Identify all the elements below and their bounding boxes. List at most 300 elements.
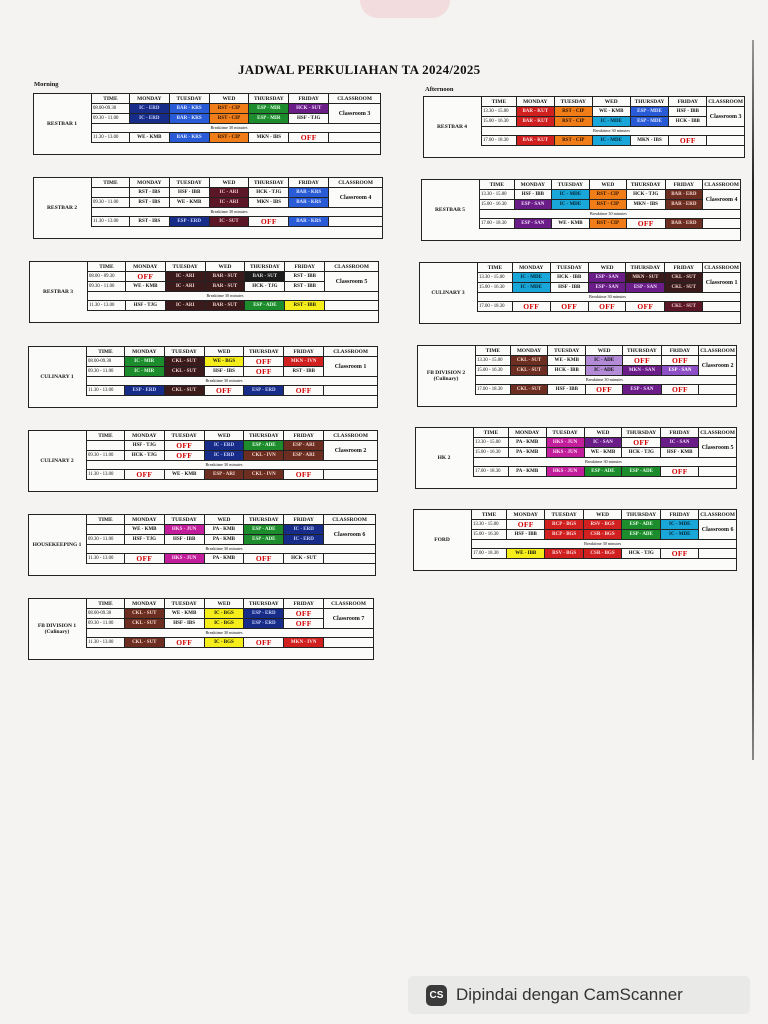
breaktime-spacer bbox=[324, 461, 378, 470]
course-cell: HSF - TJG bbox=[125, 301, 165, 311]
header-thursday: THURSDAY bbox=[623, 346, 662, 356]
course-cell: IC - ADE bbox=[586, 366, 623, 376]
header-monday: MONDAY bbox=[124, 515, 164, 525]
off-cell: OFF bbox=[661, 549, 699, 559]
course-cell: IC - BGS bbox=[204, 609, 244, 619]
time-slot: 15.00 - 16.30 bbox=[472, 530, 507, 540]
header-classroom: CLASSROOM bbox=[324, 599, 374, 609]
breaktime-label: Breaktime 30 minutes bbox=[514, 210, 703, 219]
scan-stain bbox=[360, 0, 450, 18]
course-cell: IC - MDE bbox=[512, 283, 550, 293]
course-cell: WE - KMB bbox=[125, 282, 165, 292]
classroom-label: Classroom 5 bbox=[325, 272, 379, 292]
header-tuesday: TUESDAY bbox=[552, 180, 590, 190]
header-thursday: THURSDAY bbox=[244, 431, 284, 441]
off-cell: OFF bbox=[125, 272, 165, 282]
schedule-row bbox=[480, 200, 741, 210]
course-cell: IC - MDE bbox=[552, 200, 590, 210]
course-cell: ESP - ERD bbox=[124, 386, 164, 396]
header-classroom: CLASSROOM bbox=[704, 264, 739, 271]
course-cell: CKL - IVN bbox=[244, 470, 284, 480]
header-friday: FRIDAY bbox=[289, 178, 329, 188]
course-cell: HSF - IBB bbox=[169, 188, 209, 198]
header-monday: MONDAY bbox=[125, 262, 165, 272]
camscanner-logo-icon: CS bbox=[426, 985, 447, 1006]
schedule-row bbox=[92, 104, 381, 114]
classroom-label: Classroom 6 bbox=[324, 525, 376, 545]
course-cell: ESP - SAN bbox=[514, 219, 552, 229]
header-wed: WED bbox=[592, 97, 630, 107]
course-cell: IC - MDE bbox=[592, 136, 630, 146]
schedule-row bbox=[480, 190, 741, 200]
header-tuesday: TUESDAY bbox=[165, 262, 205, 272]
time-slot: 17.00 - 18.30 bbox=[482, 136, 517, 146]
course-cell: PA - KMB bbox=[508, 467, 546, 477]
course-cell: HSF - TJG bbox=[124, 441, 164, 451]
breaktime-spacer bbox=[329, 208, 383, 217]
course-cell: RSV - BGS bbox=[583, 520, 621, 530]
course-cell: HCK - TJG bbox=[622, 448, 661, 458]
schedule-row bbox=[88, 272, 379, 282]
page-title: JADWAL PERKULIAHAN TA 2024/2025 bbox=[238, 62, 481, 77]
course-cell: IC - SAN bbox=[584, 438, 622, 448]
breaktime-spacer bbox=[478, 293, 513, 302]
header-tuesday: TUESDAY bbox=[164, 347, 204, 357]
time-slot: 15.00 - 16.30 bbox=[478, 283, 513, 293]
course-cell: RST - CIP bbox=[554, 107, 592, 117]
course-cell: CKL - SUT bbox=[164, 386, 204, 396]
course-cell: HSF - IBB bbox=[507, 530, 545, 540]
off-cell: OFF bbox=[626, 302, 665, 312]
class-name: RESTBAR 2 bbox=[46, 204, 78, 211]
schedule-row bbox=[88, 301, 379, 311]
time-slot: 13.30 - 15.00 bbox=[478, 273, 513, 283]
off-cell: OFF bbox=[661, 356, 698, 366]
schedule-table bbox=[86, 598, 374, 648]
course-cell: RST - CIP bbox=[589, 200, 626, 210]
course-cell: WE - BGS bbox=[204, 357, 244, 367]
course-cell: ESP - SAN bbox=[588, 283, 626, 293]
course-cell: MKN - IVN bbox=[284, 357, 324, 367]
course-cell: HCK - TJG bbox=[245, 282, 285, 292]
course-cell: IC - MDE bbox=[661, 530, 699, 540]
schedule-row bbox=[478, 302, 741, 312]
off-cell: OFF bbox=[244, 554, 284, 564]
course-cell: ESP - ADE bbox=[244, 525, 284, 535]
schedule-table bbox=[86, 514, 376, 564]
header-classroom: CLASSROOM bbox=[700, 347, 735, 354]
course-cell: HKS - JUN bbox=[546, 438, 584, 448]
course-cell: RST - IBB bbox=[284, 367, 324, 377]
class-name: RESTBAR 4 bbox=[436, 123, 468, 130]
schedule-row bbox=[474, 448, 737, 458]
off-cell: OFF bbox=[124, 470, 164, 480]
header-tuesday: TUESDAY bbox=[554, 97, 592, 107]
schedule-table bbox=[481, 96, 745, 146]
course-cell: IC - ERD bbox=[204, 451, 244, 461]
schedule-block-housekeeping-1 bbox=[28, 514, 376, 576]
header-classroom: CLASSROOM bbox=[708, 98, 743, 105]
course-cell: PA - KMB bbox=[204, 525, 244, 535]
time-slot: 11.30 - 13.00 bbox=[87, 386, 125, 396]
course-cell: MKN - IBS bbox=[626, 200, 665, 210]
header-friday: FRIDAY bbox=[289, 94, 329, 104]
header-friday: FRIDAY bbox=[284, 515, 324, 525]
class-name: CULINARY 1 bbox=[40, 373, 74, 380]
course-cell: ESP - ADE bbox=[244, 441, 284, 451]
breaktime-spacer bbox=[87, 461, 125, 470]
time-slot: 09.30 - 11.00 bbox=[87, 451, 125, 461]
class-name: HOUSEKEEPING 1 bbox=[32, 541, 82, 548]
breaktime-spacer bbox=[88, 292, 126, 301]
off-cell: OFF bbox=[661, 385, 698, 395]
classroom-empty bbox=[707, 136, 745, 146]
course-cell: HCK - IBB bbox=[669, 117, 707, 127]
course-cell: CKL - SUT bbox=[124, 638, 164, 648]
course-cell: RST - CIP bbox=[209, 114, 249, 124]
schedule-row bbox=[87, 386, 378, 396]
course-cell: ESP - SAN bbox=[588, 273, 626, 283]
course-cell: RST - CIP bbox=[589, 219, 626, 229]
course-cell: ESP - ERD bbox=[244, 619, 284, 629]
off-cell: OFF bbox=[586, 385, 623, 395]
course-cell: HCK - TJG bbox=[626, 190, 665, 200]
course-cell: ESP - ERD bbox=[244, 386, 284, 396]
time-slot: 17.00 - 18.30 bbox=[478, 302, 513, 312]
classroom-empty bbox=[699, 467, 737, 477]
schedule-row bbox=[87, 609, 374, 619]
class-name: FB DIVISION 1 (Culinary) bbox=[37, 622, 77, 635]
course-cell: BAR - SUT bbox=[245, 272, 285, 282]
off-cell: OFF bbox=[249, 217, 289, 227]
section-label-morning: Morning bbox=[34, 81, 59, 88]
classroom-empty bbox=[703, 219, 741, 229]
time-slot: 09.30 - 11.00 bbox=[87, 367, 125, 377]
course-cell: HSF - TJG bbox=[124, 535, 164, 545]
course-cell: CKL - SUT bbox=[665, 302, 703, 312]
schedule-block-restbar-3 bbox=[29, 261, 379, 323]
course-cell: IC - ARI bbox=[165, 301, 205, 311]
section-label-afternoon: Afternoon bbox=[425, 86, 454, 93]
breaktime-spacer bbox=[324, 629, 374, 638]
schedule-row bbox=[87, 638, 374, 648]
course-cell: CKL - IVN bbox=[244, 451, 284, 461]
time-slot: 13.30 - 15.00 bbox=[472, 520, 507, 530]
class-name: HK 2 bbox=[437, 454, 451, 461]
schedule-row bbox=[87, 470, 378, 480]
course-cell: CKL - SUT bbox=[124, 619, 164, 629]
time-slot: 11.30 - 13.00 bbox=[87, 554, 125, 564]
course-cell: HCK - IBB bbox=[550, 273, 588, 283]
classroom-label: Classroom 6 bbox=[699, 520, 737, 540]
course-cell: IC - ERD bbox=[284, 525, 324, 535]
header-tuesday: TUESDAY bbox=[169, 94, 209, 104]
classroom-label: Classroom 4 bbox=[703, 190, 741, 210]
schedule-row bbox=[478, 273, 741, 283]
course-cell: HCK - TJG bbox=[249, 188, 289, 198]
schedule-row bbox=[482, 107, 745, 117]
breaktime-spacer bbox=[707, 127, 745, 136]
schedule-block-culinary-3 bbox=[419, 262, 741, 324]
course-cell: RSV - BGS bbox=[545, 549, 583, 559]
time-slot: 11.30 - 13.00 bbox=[92, 217, 130, 227]
time-slot: 08.00 - 09.30 bbox=[88, 272, 126, 282]
breaktime-label: Breaktime 30 minutes bbox=[516, 127, 706, 136]
course-cell: BAR - KUT bbox=[516, 117, 554, 127]
schedule-block-hk-2 bbox=[415, 427, 737, 489]
header-monday: MONDAY bbox=[129, 178, 169, 188]
course-cell: IC - ADE bbox=[586, 356, 623, 366]
header-friday: FRIDAY bbox=[284, 599, 324, 609]
course-cell: BAR - KRS bbox=[289, 217, 329, 227]
breaktime-spacer bbox=[703, 293, 741, 302]
breaktime-spacer bbox=[329, 124, 381, 133]
time-slot: 15.00 - 16.30 bbox=[476, 366, 511, 376]
course-cell: ESP - SAN bbox=[514, 200, 552, 210]
header-tuesday: TUESDAY bbox=[546, 428, 584, 438]
schedule-row bbox=[92, 188, 383, 198]
off-cell: OFF bbox=[507, 520, 545, 530]
time-slot: 08.00-09.30 bbox=[87, 357, 125, 367]
header-thursday: THURSDAY bbox=[244, 515, 284, 525]
schedule-row bbox=[472, 520, 737, 530]
time-slot: 13.30 - 15.00 bbox=[476, 356, 511, 366]
breaktime-spacer bbox=[92, 208, 130, 217]
course-cell: BAR - KUT bbox=[516, 107, 554, 117]
off-cell: OFF bbox=[284, 609, 324, 619]
classroom-label: Classroom 1 bbox=[324, 357, 378, 377]
course-cell: RCP - BGS bbox=[545, 530, 583, 540]
breaktime-spacer bbox=[324, 545, 376, 554]
course-cell: BAR - SUT bbox=[205, 301, 245, 311]
off-cell: OFF bbox=[124, 554, 164, 564]
course-cell: ESP - MIR bbox=[249, 114, 289, 124]
header-tuesday: TUESDAY bbox=[545, 510, 583, 520]
header-time: TIME bbox=[476, 346, 511, 356]
header-monday: MONDAY bbox=[514, 180, 552, 190]
time-slot: 15.00 - 16.30 bbox=[482, 117, 517, 127]
course-cell: IC - BGS bbox=[204, 638, 244, 648]
schedule-block-culinary-1 bbox=[28, 346, 378, 408]
time-slot bbox=[87, 525, 125, 535]
course-cell: IC - ERD bbox=[129, 104, 169, 114]
course-cell: BAR - KUT bbox=[516, 136, 554, 146]
classroom-empty bbox=[699, 549, 737, 559]
breaktime-spacer bbox=[472, 540, 507, 549]
course-cell: CKL - SUT bbox=[510, 356, 548, 366]
header-time: TIME bbox=[480, 180, 515, 190]
course-cell: HSF - TJG bbox=[289, 114, 329, 124]
schedule-table bbox=[479, 179, 741, 229]
course-cell: IC - ARI bbox=[165, 272, 205, 282]
course-cell: RST - CIP bbox=[589, 190, 626, 200]
course-cell: CKL - SUT bbox=[665, 283, 703, 293]
header-wed: WED bbox=[204, 599, 244, 609]
header-friday: FRIDAY bbox=[284, 347, 324, 357]
course-cell: RST - IBB bbox=[285, 301, 325, 311]
course-cell: PA - KMB bbox=[508, 448, 546, 458]
classroom-label: Classroom 5 bbox=[699, 438, 737, 458]
header-time: TIME bbox=[474, 428, 509, 438]
course-cell: RST - CIP bbox=[554, 117, 592, 127]
course-cell: RST - CIP bbox=[209, 133, 249, 143]
course-cell: IC - ERD bbox=[129, 114, 169, 124]
time-slot: 17.00 - 18.30 bbox=[476, 385, 511, 395]
header-classroom: CLASSROOM bbox=[324, 515, 376, 525]
off-cell: OFF bbox=[164, 638, 204, 648]
course-cell: RST - IBB bbox=[285, 282, 325, 292]
course-cell: ESP - SAN bbox=[626, 283, 665, 293]
breaktime-spacer bbox=[474, 458, 509, 467]
breaktime-label: Breaktime 30 minutes bbox=[510, 376, 699, 385]
course-cell: WE - KMB bbox=[592, 107, 630, 117]
course-cell: BAR - KRS bbox=[169, 114, 209, 124]
course-cell: ESP - MDE bbox=[630, 117, 669, 127]
course-cell: HCK - SUT bbox=[284, 554, 324, 564]
header-friday: FRIDAY bbox=[665, 180, 703, 190]
scan-page-edge bbox=[752, 40, 754, 760]
course-cell: HSF - IBB bbox=[514, 190, 552, 200]
course-cell: ESP - MIR bbox=[249, 104, 289, 114]
schedule-row bbox=[478, 283, 741, 293]
breaktime-label: Breaktime 30 minutes bbox=[124, 461, 323, 470]
course-cell: PA - KMB bbox=[508, 438, 546, 448]
course-cell: HCK - IBB bbox=[548, 366, 586, 376]
off-cell: OFF bbox=[622, 438, 661, 448]
time-slot: 09.30 - 11.00 bbox=[87, 619, 125, 629]
course-cell: CSR - BGS bbox=[583, 530, 621, 540]
time-slot: 13.30 - 15.00 bbox=[480, 190, 515, 200]
header-wed: WED bbox=[584, 428, 622, 438]
header-wed: WED bbox=[583, 510, 621, 520]
schedule-row bbox=[87, 357, 378, 367]
schedule-row bbox=[482, 136, 745, 146]
off-cell: OFF bbox=[512, 302, 550, 312]
course-cell: IC - SAN bbox=[661, 438, 699, 448]
course-cell: BAR - KRS bbox=[169, 104, 209, 114]
course-cell: HCK - TJG bbox=[622, 549, 661, 559]
course-cell: BAR - ERD bbox=[665, 200, 703, 210]
header-time: TIME bbox=[87, 515, 125, 525]
off-cell: OFF bbox=[661, 467, 699, 477]
classroom-empty bbox=[324, 638, 374, 648]
course-cell: ESP - ERD bbox=[244, 609, 284, 619]
course-cell: HCK - SUT bbox=[289, 104, 329, 114]
class-name: RESTBAR 1 bbox=[46, 120, 78, 127]
header-friday: FRIDAY bbox=[661, 428, 699, 438]
time-slot bbox=[92, 188, 130, 198]
schedule-table bbox=[86, 430, 378, 480]
header-classroom: CLASSROOM bbox=[325, 262, 379, 272]
header-tuesday: TUESDAY bbox=[550, 263, 588, 273]
header-classroom: CLASSROOM bbox=[704, 181, 739, 188]
time-slot: 11.30 - 13.00 bbox=[92, 133, 130, 143]
header-time: TIME bbox=[87, 431, 125, 441]
course-cell: WE - KMB bbox=[552, 219, 590, 229]
schedule-row bbox=[476, 356, 737, 366]
course-cell: IC - MDE bbox=[592, 117, 630, 127]
class-name: FB DIVISION 2 (Culinary) bbox=[426, 369, 466, 382]
header-wed: WED bbox=[588, 263, 626, 273]
schedule-table bbox=[91, 93, 381, 143]
course-cell: HSF - IBB bbox=[164, 535, 204, 545]
header-classroom: CLASSROOM bbox=[700, 511, 735, 518]
course-cell: IC - BGS bbox=[204, 619, 244, 629]
course-cell: HKS - JUN bbox=[164, 525, 204, 535]
off-cell: OFF bbox=[550, 302, 588, 312]
header-tuesday: TUESDAY bbox=[169, 178, 209, 188]
off-cell: OFF bbox=[244, 367, 284, 377]
header-thursday: THURSDAY bbox=[249, 178, 289, 188]
course-cell: CKL - SUT bbox=[124, 609, 164, 619]
breaktime-spacer bbox=[87, 377, 125, 386]
header-thursday: THURSDAY bbox=[630, 97, 669, 107]
course-cell: ESP - ADE bbox=[622, 467, 661, 477]
off-cell: OFF bbox=[588, 302, 626, 312]
header-wed: WED bbox=[204, 431, 244, 441]
schedule-block-fb-division-1-culinary bbox=[28, 598, 374, 660]
course-cell: IC - MDE bbox=[661, 520, 699, 530]
course-cell: IC - ERD bbox=[204, 441, 244, 451]
course-cell: CKL - SUT bbox=[510, 366, 548, 376]
course-cell: BAR - KRS bbox=[169, 133, 209, 143]
course-cell: CKL - SUT bbox=[510, 385, 548, 395]
schedule-block-restbar-4 bbox=[423, 96, 745, 158]
course-cell: IC - ERD bbox=[284, 535, 324, 545]
course-cell: WE - KMB bbox=[169, 198, 209, 208]
breaktime-label: Breaktime 30 minutes bbox=[507, 540, 699, 549]
course-cell: CSR - BGS bbox=[583, 549, 621, 559]
off-cell: OFF bbox=[626, 219, 665, 229]
header-thursday: THURSDAY bbox=[622, 428, 661, 438]
breaktime-label: Breaktime 30 minutes bbox=[124, 629, 323, 638]
course-cell: BAR - ERD bbox=[665, 190, 703, 200]
classroom-empty bbox=[324, 386, 378, 396]
classroom-label: Classroom 3 bbox=[707, 107, 745, 127]
header-time: TIME bbox=[478, 263, 513, 273]
classroom-label: Classroom 2 bbox=[699, 356, 737, 376]
off-cell: OFF bbox=[623, 356, 662, 366]
class-name: CULINARY 2 bbox=[40, 457, 74, 464]
course-cell: PA - KMB bbox=[204, 554, 244, 564]
off-cell: OFF bbox=[244, 638, 284, 648]
schedule-row bbox=[92, 217, 383, 227]
course-cell: HSF - KMB bbox=[661, 448, 699, 458]
course-cell: HSF - IBS bbox=[204, 367, 244, 377]
time-slot: 17.00 - 18.30 bbox=[472, 549, 507, 559]
classroom-empty bbox=[325, 301, 379, 311]
breaktime-label: Breaktime 30 minutes bbox=[125, 292, 324, 301]
header-tuesday: TUESDAY bbox=[164, 515, 204, 525]
course-cell: WE - KMB bbox=[164, 470, 204, 480]
schedule-row bbox=[476, 385, 737, 395]
course-cell: MKN - SUT bbox=[626, 273, 665, 283]
classroom-empty bbox=[329, 217, 383, 227]
course-cell: ESP - ADE bbox=[622, 520, 661, 530]
off-cell: OFF bbox=[164, 451, 204, 461]
header-friday: FRIDAY bbox=[285, 262, 325, 272]
course-cell: IC - SUT bbox=[209, 217, 249, 227]
time-slot: 09.30 - 11.00 bbox=[92, 198, 130, 208]
off-cell: OFF bbox=[669, 136, 707, 146]
course-cell: CKL - SUT bbox=[665, 273, 703, 283]
schedule-block-restbar-2 bbox=[33, 177, 383, 239]
header-monday: MONDAY bbox=[507, 510, 545, 520]
course-cell: HSF - IBB bbox=[669, 107, 707, 117]
classroom-label: Classroom 1 bbox=[703, 273, 741, 293]
classroom-label: Classroom 2 bbox=[324, 441, 378, 461]
course-cell: BAR - KRS bbox=[289, 188, 329, 198]
